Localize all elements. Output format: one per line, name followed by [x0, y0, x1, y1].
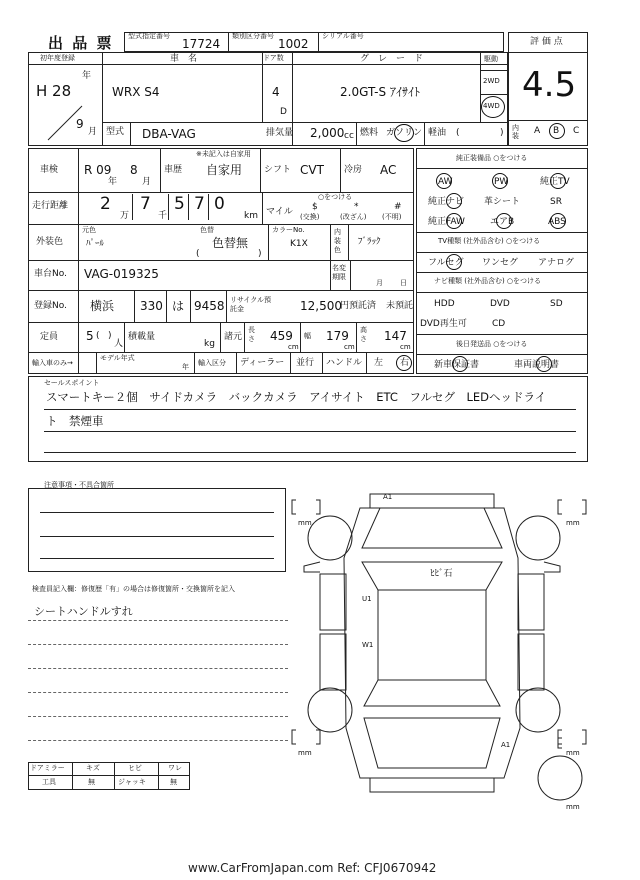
displacement-unit: cc — [344, 131, 354, 141]
first-reg-slash — [44, 104, 84, 142]
history: 自家用 — [206, 163, 243, 177]
car-damage-diagram — [290, 478, 590, 818]
drive-2wd: 2WD — [483, 77, 500, 85]
reg-class: 330 — [140, 299, 163, 313]
sheet-title: 出 品 票 — [48, 34, 114, 52]
doors-label: ドア数 — [263, 54, 284, 62]
diagram-hibi-stone: ﾋﾋﾞ石 — [430, 569, 453, 579]
tv-header: TV種類 (社外品含む) ○をつける — [438, 237, 541, 245]
footer-credit: www.CarFromJapan.com Ref: CFJ0670942 — [188, 861, 437, 875]
load-label: 積載量 — [128, 332, 156, 342]
door-type: D — [280, 107, 287, 117]
serial-label: シリアル番号 — [322, 32, 364, 40]
fuel-label: 燃料 — [360, 128, 379, 138]
caution-label: 注意事項・不具合箇所 — [44, 481, 114, 489]
first-reg-month-unit: 月 — [88, 127, 98, 137]
shaken-era: R 09 — [84, 163, 112, 177]
width: 179 — [326, 329, 349, 343]
handle-right: 右 — [400, 358, 410, 368]
diagram-u1: U1 — [362, 595, 372, 603]
tv-oneseg: ワンセグ — [482, 258, 519, 268]
opt-pw: PW — [494, 177, 509, 187]
car-name: WRX S4 — [112, 85, 160, 99]
chassis-label: 車台No. — [34, 269, 67, 279]
later-header: 後日発送品 ○をつける — [456, 340, 528, 348]
mileage-digit-4: 7 — [194, 194, 205, 214]
drive-4wd: 4WD — [483, 102, 500, 110]
interior-b: B — [553, 126, 560, 136]
drive-label: 駆動 — [484, 55, 498, 63]
shaken-month: 8 — [130, 163, 138, 177]
diagram-w1: W1 — [362, 641, 374, 649]
diagram-a1-front: A1 — [383, 493, 393, 501]
model-code-label: 型式指定番号 — [128, 32, 170, 40]
length: 459 — [270, 329, 293, 343]
capacity: 5 — [86, 329, 94, 343]
opt-faw: 純正FAW — [428, 217, 465, 227]
color-no: K1X — [290, 239, 308, 249]
factory-header: 純正装備品 ○をつける — [456, 154, 528, 162]
handle-right-circle — [396, 355, 412, 371]
mileage-digit-5: 0 — [214, 194, 225, 214]
interior-b-circle — [549, 123, 565, 139]
score-label: 評 価 点 — [530, 37, 563, 47]
diagram-a1-rear: A1 — [501, 741, 511, 749]
orig-color: ﾊﾟｰﾙ — [86, 239, 105, 249]
history-label: 車歴 — [164, 165, 183, 175]
car-name-label: 車 名 — [170, 54, 198, 64]
first-reg-year-unit: 年 — [82, 71, 92, 81]
navi-header: ナビ種類 (社外品含む) ○をつける — [434, 277, 542, 285]
tv-analog: アナログ — [538, 258, 575, 268]
opt-sr: SR — [550, 197, 562, 207]
mileage-digit-1: 2 — [100, 194, 111, 214]
first-reg-label: 初年度登録 — [40, 54, 75, 62]
first-reg-month: 9 — [76, 117, 84, 131]
handle-left: 左 — [374, 358, 384, 368]
drive-4wd-circle — [481, 96, 505, 118]
mileage-digit-3: 5 — [174, 194, 185, 214]
evaluation-score: 4.5 — [522, 65, 577, 105]
ac: AC — [380, 163, 397, 177]
later-manual: 車両説明書 — [514, 360, 560, 370]
opt-leather: 革シート — [484, 197, 521, 207]
first-reg-era: H 28 — [36, 82, 72, 100]
doors: 4 — [272, 85, 280, 99]
color-change: 色替無 — [212, 236, 249, 250]
opt-aw: AW — [438, 177, 453, 187]
fuel-light-oil: 軽油 — [428, 128, 447, 138]
tv-fullseg: フルセグ — [428, 258, 464, 268]
category-label: 類別区分番号 — [232, 32, 274, 40]
mileage-label: 走行距離 — [32, 201, 69, 211]
shaken-label: 車検 — [40, 165, 59, 175]
inspector-label: 検査員記入欄：修復歴「有」の場合は修復箇所・交換箇所を記入 — [32, 585, 235, 593]
chassis-number: VAG-019325 — [84, 267, 159, 281]
caution-box — [28, 488, 286, 572]
sales-point-box — [28, 376, 588, 462]
model: DBA-VAG — [142, 127, 196, 141]
reg-number: 9458 — [194, 299, 225, 313]
mileage-digit-2: 7 — [140, 194, 151, 214]
interior-label: 内装 — [512, 124, 519, 140]
fuel-gasoline: ガソリン — [386, 128, 423, 138]
history-note: ※未記入は自家用 — [196, 150, 251, 158]
sales-point-line1: スマートキー２個 サイドカメラ バックカメラ アイサイト ETC フルセグ LEDヘッドライ — [46, 390, 547, 404]
ext-color-label: 外装色 — [36, 237, 64, 247]
recycle-deposit: 12,500 — [300, 299, 342, 313]
dims-label: 諸元 — [224, 332, 243, 342]
sales-point-label: セールスポイント — [44, 379, 100, 387]
reg-kana: は — [172, 299, 185, 313]
int-color: ﾌﾞﾗｯｸ — [358, 237, 381, 247]
inspector-note: シートハンドルすれ — [34, 605, 133, 618]
shift-label: シフト — [264, 165, 292, 175]
grade-header: グ レ ー ド — [360, 54, 424, 64]
model-code: 17724 — [182, 37, 221, 51]
model-label: 型式 — [106, 127, 125, 137]
category-number: 1002 — [278, 37, 309, 51]
displacement: 2,000 — [310, 126, 345, 140]
later-warranty: 新車保証書 — [434, 360, 480, 370]
sales-point-line2: ト 禁煙車 — [46, 414, 104, 428]
mileage-circle-note: ○をつける — [318, 193, 353, 201]
ac-label: 冷房 — [344, 165, 363, 175]
reg-area: 横浜 — [90, 299, 115, 313]
opt-airbag: エアB — [490, 217, 515, 227]
height: 147 — [384, 329, 407, 343]
import-label: 輸入車のみ→ — [32, 359, 73, 367]
displacement-label: 排気量 — [266, 128, 294, 138]
interior-c: C — [573, 126, 580, 136]
opt-abs: ABS — [548, 217, 566, 227]
header-id-box — [124, 32, 504, 52]
capacity-label: 定員 — [40, 332, 59, 342]
opt-tv: 純正TV — [540, 177, 570, 187]
shift: CVT — [300, 163, 324, 177]
interior-a: A — [534, 126, 541, 136]
fuel-gasoline-circle — [394, 124, 414, 142]
opt-navi: 純正ナビ — [428, 197, 465, 207]
grade: 2.0GT-S ｱｲｻｲﾄ — [340, 85, 420, 99]
mile-label: マイル — [266, 207, 293, 217]
reg-label: 登録No. — [34, 301, 67, 311]
